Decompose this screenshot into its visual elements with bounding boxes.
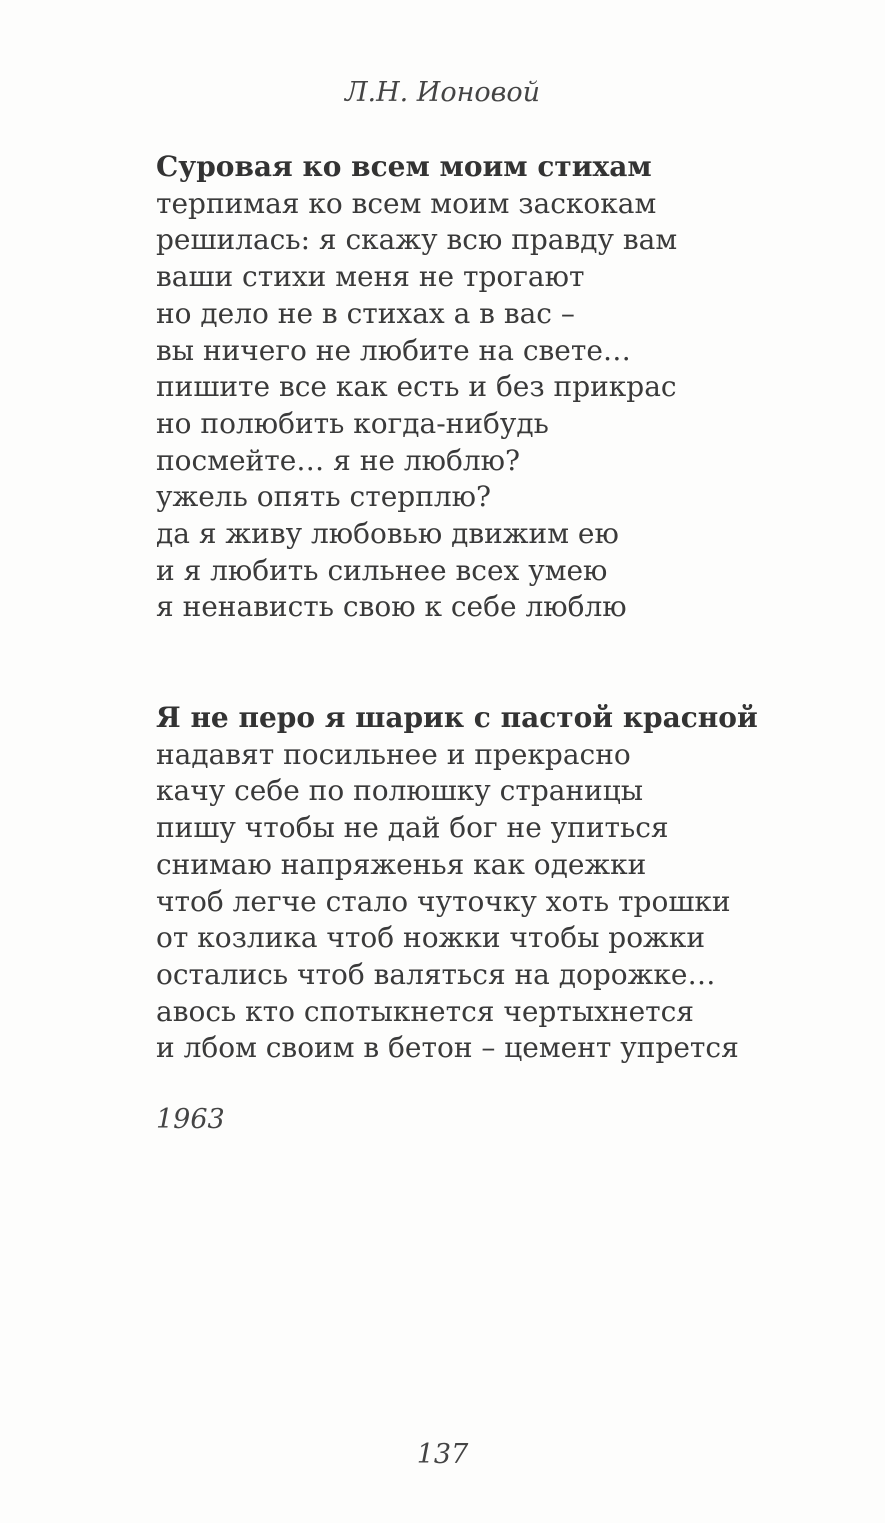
poem-line: терпимая ко всем моим заскокам — [156, 186, 657, 220]
poem-line: ужель опять стерплю? — [156, 480, 492, 514]
poem-line: пишу чтобы не дай бог не упиться — [156, 811, 669, 845]
poem-line: я ненависть свою к себе люблю — [156, 590, 627, 624]
poem-line: остались чтоб валяться на дорожке… — [156, 957, 716, 991]
poem-line: авось кто спотыкнется чертыхнется — [156, 994, 694, 1028]
poem-line: чтоб легче стало чуточку хоть трошки — [156, 884, 731, 918]
page-number: 137 — [416, 1439, 469, 1470]
poem-line: решилась: я скажу всю правду вам — [156, 223, 678, 257]
poem-line: ваши стихи меня не трогают — [156, 260, 585, 294]
poem-line: пишите все как есть и без прикрас — [156, 370, 677, 404]
poem-title: Я не перо я шарик с пастой красной — [156, 701, 758, 734]
poem-line: от козлика чтоб ножки чтобы рожки — [156, 921, 705, 955]
poem-line: качу себе по полюшку страницы — [156, 774, 644, 808]
poem-line: надавят посильнее и прекрасно — [156, 737, 631, 771]
poem-line: и я любить сильнее всех умею — [156, 553, 608, 587]
poem-year: 1963 — [156, 1104, 225, 1135]
poem-line: но дело не в стихах а в вас – — [156, 296, 575, 330]
dedication: Л.Н. Ионовой — [344, 77, 541, 108]
poem-line: посмейте… я не люблю? — [156, 443, 521, 477]
poem-line: вы ничего не любите на свете… — [156, 333, 631, 367]
poem-line: да я живу любовью движим ею — [156, 517, 619, 551]
poem-line: снимаю напряженья как одежки — [156, 847, 647, 881]
poem-title: Суровая ко всем моим стихам — [156, 150, 652, 183]
poem-2 — [156, 700, 758, 1067]
poem-1 — [156, 149, 677, 626]
poem-line: но полюбить когда-нибудь — [156, 406, 549, 440]
poem-line: и лбом своим в бетон – цемент упрется — [156, 1031, 739, 1065]
